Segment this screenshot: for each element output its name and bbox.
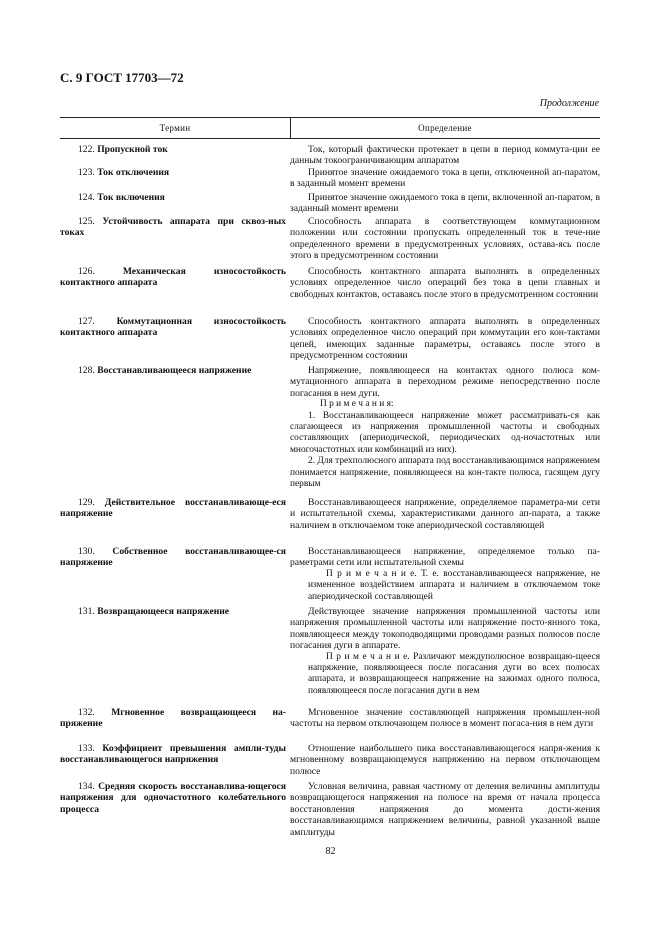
term-cell: 127. Коммутационная износостойкость контактного аппарата xyxy=(60,316,286,339)
term-cell: 122. Пропускной ток xyxy=(78,144,168,155)
term-cell: 125. Устойчивость аппарата при сквоз-ных токах xyxy=(60,216,286,239)
definition-cell: Восстанавливающееся напряжение, определяемое параметра-ми сети и испытательной схемы, характеристиками данного ап-парата, а также наличием в отключаемом токе апериодической составляющей xyxy=(290,497,600,531)
definition-cell: Действующее значение напряжения промышленной частоты или напряжения промышленной частоты или напряжение посто-янного тока, появляющееся между токоподводящими проводами разных полюсов после погасания дуги в аппарате. П р и м е ч а н и е. Различают междуполюсное возвращаю-щееся напряжение, появляющееся после погасания дуги во всех полюсах аппарата, и возвращающееся напряжение на зажимах одного полюса, появляющееся после погасания дуги в нем xyxy=(290,606,601,696)
definition-cell: Способность контактного аппарата выполнять в определенных условиях определенное число операций при коммутации его кон-тактами цепей, имеющих заданные параметры, оставаясь после этого в предусмотренном состоянии xyxy=(290,316,600,362)
column-definition-header: Определение xyxy=(418,123,472,133)
definition-cell: Условная величина, равная частному от деления величины амплитуды возвращающегося напряжения на полюсе на время от начала процесса восстановления напряжения до момента дости-жения восстанавливающимся напряжением величины, равной указанной выше амплитуды xyxy=(290,781,600,838)
definition-cell: Напряжение, появляющееся на контактах одного полюса ком-мутационного аппарата в переходном режиме непосредственно после погасания в нем дуги. П р и м е ч а н и я: 1. Восстанавливающееся напряжение может рассматривать-ся как слагающееся из напряжения промышленной частоты и свободных составляющих (апериодической, периодических од-ночастотных или многочастотных или комбинаций из них). 2. Для трехполюсного аппарата под восстанавливающимся напряжением понимается напряжение, появляющееся на кон-такте полюса, гасящем дугу первым xyxy=(290,365,600,490)
page-number: 82 xyxy=(325,846,336,857)
note-text: 2. Для трехполюсного аппарата под восстанавливающимся напряжением понимается напряжение, появляющееся на кон-такте полюса, гасящем дугу первым xyxy=(290,456,600,490)
column-term-header: Термин xyxy=(159,123,191,133)
note-text: 1. Восстанавливающееся напряжение может рассматривать-ся как слагающееся из напряжения промышленной частоты и свободных составляющих (апериодической, периодических од-ночастотных или многочастотных или комбинаций из них). xyxy=(290,410,600,455)
term-cell: 123. Ток отключения xyxy=(78,167,170,178)
definition-cell: Ток, который фактически протекает в цепи в период коммута-ции ее данным токоограничивающим аппаратом xyxy=(290,144,600,167)
term-cell: 129. Действительное восстанавливающе-еся напряжение xyxy=(60,497,286,520)
definition-cell: Отношение наибольшего пика восстанавливающегося напря-жения к мгновенному возвращающемуся напряжению на первом отключающем полюсе xyxy=(290,743,600,777)
definition-cell: Принятое значение ожидаемого тока в цепи, отключенной ап-паратом, в заданный момент времени xyxy=(290,167,600,190)
note-title: П р и м е ч а н и я: xyxy=(320,399,394,410)
page-header: С. 9 ГОСТ 17703—72 xyxy=(60,70,184,85)
definition-cell: Принятое значение ожидаемого тока в цепи, включенной ап-паратом, в заданный момент времени xyxy=(290,192,600,215)
term-cell: 124. Ток включения xyxy=(78,192,165,203)
term-cell: 126. Механическая износостойкость контактного аппарата xyxy=(60,266,286,289)
term-cell: 128. Восстанавливающееся напряжение xyxy=(78,365,252,376)
table-header xyxy=(60,117,600,139)
term-cell: 132. Мгновенное возвращающееся на-пряжение xyxy=(60,707,286,730)
definition-cell: Способность контактного аппарата выполнять в определенных условиях определенное число операций без тока в цепи главных и свободных контактов, оставаясь после этого в предусмотренном состоянии xyxy=(290,266,600,300)
term-cell: 133. Коэффициент превышения ампли-туды восстанавливающегося напряжения xyxy=(60,743,286,766)
note-text: П р и м е ч а н и е. Т. е. восстанавливающееся напряжение, не измененное воздействием аппарата и наличием в отключаемом токе апериодической составляющей xyxy=(308,568,601,602)
definition-cell: Восстанавливающееся напряжение, определяемое только па-раметрами сети или испытательной схемы П р и м е ч а н и е. Т. е. восстанавливающееся напряжение, не измененное воздействием аппарата и наличием в отключаемом токе апериодической составляющей xyxy=(290,546,601,602)
term-cell: 131. Возвращающееся напряжение xyxy=(78,606,230,617)
continued-label: Продолжение xyxy=(539,98,599,109)
definition-cell: Способность аппарата в соответствующем коммутационном положении или состоянии пропускать определенный ток в тече-ние определенного времени в предусмотренных условиях, остава-ясь после этого в предусмотренном состоянии xyxy=(290,216,600,262)
term-cell: 130. Собственное восстанавливающее-ся напряжение xyxy=(60,546,286,569)
term-cell: 134. Средняя скорость восстанавлива-ющегося напряжения для одночастотного колебательного процесса xyxy=(60,781,286,815)
definition-cell: Мгновенное значение составляющей напряжения промышлен-ной частоты на первом отключающем полюсе в момент погаса-ния в нем дуги xyxy=(290,707,600,730)
note-text: П р и м е ч а н и е. Различают междуполюсное возвращаю-щееся напряжение, появляющееся после погасания дуги во всех полюсах аппарата, и возвращающееся напряжение на зажимах одного полюса, появляющееся после погасания дуги в нем xyxy=(308,651,601,696)
